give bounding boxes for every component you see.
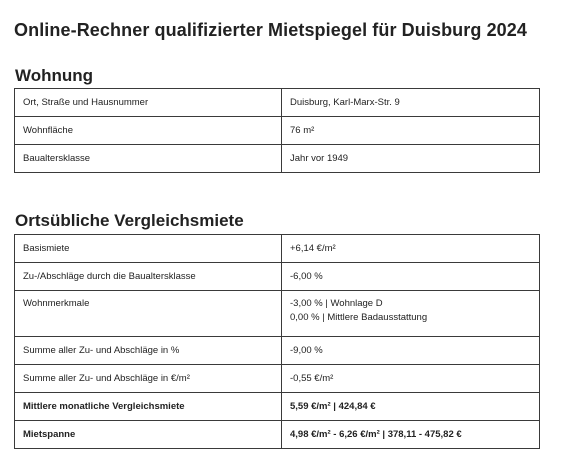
row-value-sum-percent: -9,00 %	[282, 337, 540, 365]
row-value-address: Duisburg, Karl-Marx-Str. 9	[282, 89, 540, 117]
row-label-average-rent: Mittlere monatliche Vergleichsmiete	[15, 393, 282, 421]
table-row	[15, 117, 540, 145]
feature-bathroom: 0,00 % | Mittlere Badausstattung	[290, 312, 428, 323]
row-label-address: Ort, Straße und Hausnummer	[15, 89, 282, 117]
row-label-living-area: Wohnfläche	[15, 117, 282, 145]
table-row	[15, 393, 540, 421]
row-value-average-rent: 5,59 €/m² | 424,84 €	[282, 393, 540, 421]
table-row	[15, 263, 540, 291]
section-title-vergleichsmiete: Ortsübliche Vergleichsmiete	[15, 211, 244, 230]
table-row	[15, 337, 540, 365]
row-value-base-rent: +6,14 €/m²	[282, 235, 540, 263]
row-value-features	[282, 291, 540, 337]
row-label-sum-percent: Summe aller Zu- und Abschläge in %	[15, 337, 282, 365]
row-label-age-adjustment: Zu-/Abschläge durch die Baualtersklasse	[15, 263, 282, 291]
feature-location: -3,00 % | Wohnlage D	[290, 298, 383, 309]
row-label-features: Wohnmerkmale	[15, 291, 282, 337]
table-row	[15, 89, 540, 117]
row-value-age-adjustment: -6,00 %	[282, 263, 540, 291]
row-label-rent-range: Mietspanne	[15, 421, 282, 449]
wohnung-table	[14, 88, 540, 173]
row-label-base-rent: Basismiete	[15, 235, 282, 263]
table-row	[15, 365, 540, 393]
table-row	[15, 421, 540, 449]
row-value-building-age: Jahr vor 1949	[282, 145, 540, 173]
row-value-sum-euro: -0,55 €/m²	[282, 365, 540, 393]
table-row	[15, 235, 540, 263]
vergleichsmiete-table	[14, 234, 540, 449]
section-title-wohnung: Wohnung	[15, 66, 94, 85]
table-row	[15, 145, 540, 173]
row-value-rent-range: 4,98 €/m² - 6,26 €/m² | 378,11 - 475,82 €	[282, 421, 540, 449]
row-value-living-area: 76 m²	[282, 117, 540, 145]
row-label-sum-euro: Summe aller Zu- und Abschläge in €/m²	[15, 365, 282, 393]
row-label-building-age: Baualtersklasse	[15, 145, 282, 173]
table-row	[15, 291, 540, 337]
page-title: Online-Rechner qualifizierter Mietspiegel für Duisburg 2024	[14, 20, 528, 40]
